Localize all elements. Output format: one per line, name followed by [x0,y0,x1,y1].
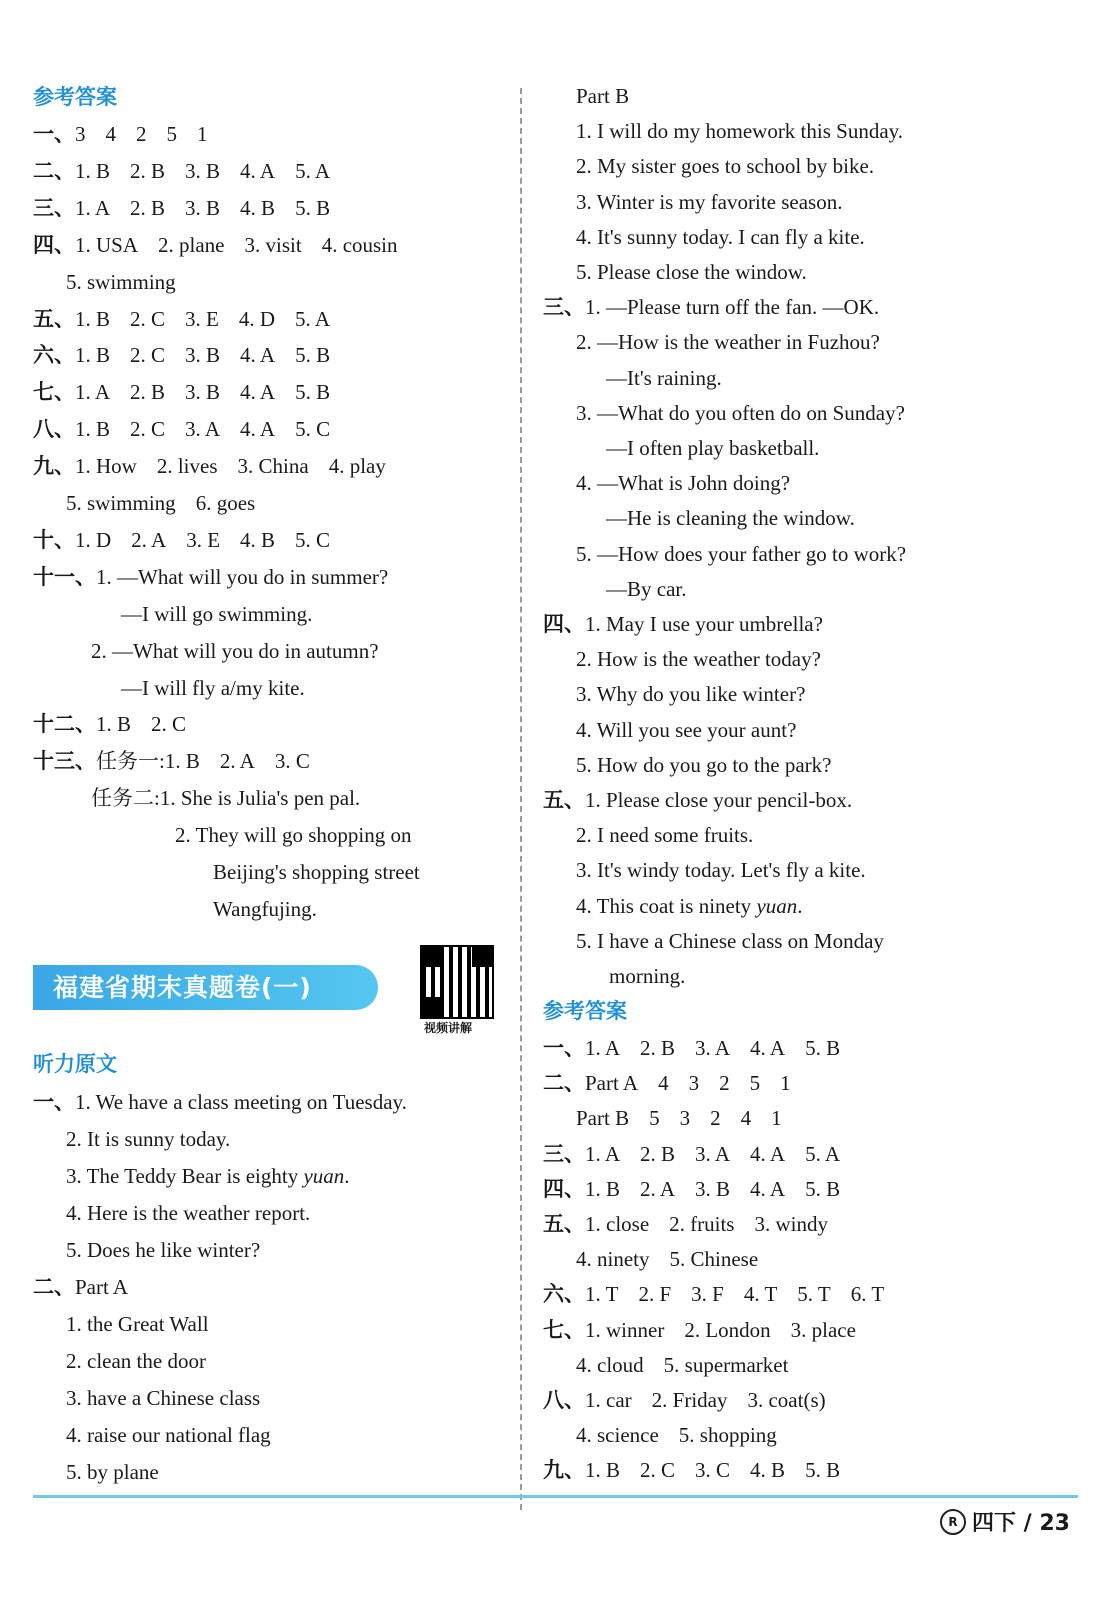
answer-item: 3. B [185,158,221,183]
section-heading: 参考答案 [543,999,627,1023]
qr-code-icon[interactable] [420,945,494,1019]
answer-item: 2. It is sunny today. [66,1127,231,1151]
answer-item: 3. C [695,1458,731,1483]
section-label: 六、 [543,1282,585,1307]
answer-line [66,1306,209,1342]
answer-item: 4. It's sunny today. I can fly a kite. [576,224,865,249]
answer-line [576,78,629,114]
answer-item: 5. T [797,1282,831,1307]
answer-item: 4. cloud [576,1352,644,1377]
answer-line [576,852,866,888]
answer-line [576,536,906,572]
answer-item: 5. shopping [678,1423,777,1448]
answer-item: 4 [740,1106,752,1131]
answer-item: 2. Friday [651,1388,728,1412]
section-label: 九、 [543,1458,585,1483]
publisher-mark-icon: R [940,1509,966,1535]
answer-item: 2. A [131,527,167,552]
section-label: 九、 [33,454,75,479]
answer-item: 2 [136,122,147,146]
answer-item: 4. A [750,1036,786,1060]
answer-item: morning. [609,964,686,988]
answer-line [576,1241,758,1277]
answer-item: 4. science [576,1423,659,1448]
answer-line [576,747,831,783]
answer-item: 2. B [130,158,166,183]
answer-item: 6. T [850,1282,885,1307]
answer-item: 4. ninety [576,1247,650,1272]
answer-item: 1. We have a class meeting on Tuesday. [75,1090,407,1114]
answer-item: 5 [649,1106,660,1131]
section-label: 三、 [543,1141,585,1166]
answer-line [576,254,807,290]
answer-item: 4. A [750,1176,786,1201]
section-label: 三、 [543,295,585,320]
answer-item: 3 [688,1071,700,1096]
answer-item: 1. B [585,1458,621,1483]
answer-item: 1. close [585,1212,650,1236]
answer-line [66,1417,271,1453]
answer-line [213,854,420,890]
answer-item: 5. C [295,527,331,552]
section-label: 六、 [33,343,75,368]
answer-line [66,1343,206,1379]
answer-item: 4. A [240,343,276,368]
answer-item: 5. Chinese [669,1247,759,1272]
answer-item: 2. B [640,1036,676,1060]
answer-line [121,596,312,632]
answer-item: 1 [197,122,208,146]
answer-item: Part B [576,84,630,108]
section-label: 二、 [33,158,75,183]
answer-line [33,411,330,447]
answer-line [66,1380,260,1416]
answer-item: 3. have a Chinese class [66,1386,261,1410]
answer-line [576,817,753,853]
answer-item: 3. China [237,454,309,479]
answer-item: 4. B [240,527,276,552]
answer-item: 1. Please close your pencil-box. [585,788,853,812]
answer-line [543,1276,884,1312]
answer-line [33,116,208,152]
answer-line [576,1417,777,1453]
answer-item: 5. —How does your father go to work? [576,541,907,566]
answer-item: 2 [710,1106,721,1131]
answer-item: 4. T [743,1282,778,1307]
section-label: 八、 [543,1388,585,1412]
answer-item: 3. windy [754,1212,828,1236]
answer-item: 5. C [295,417,331,442]
section-label: 十一、 [33,564,96,589]
answer-item: 1. B [75,417,111,442]
answer-item: 3. B [695,1176,731,1201]
column-divider [520,88,522,1510]
answer-item: 5. How do you go to the park? [576,752,832,777]
answer-item: —It's raining. [606,365,722,390]
answer-item: 5. A [805,1141,841,1166]
answer-item: 5. B [295,380,331,405]
answer-item: 3 [75,122,86,146]
section-label: 四、 [543,1176,585,1201]
answer-line [576,1100,782,1136]
answer-line [576,465,790,501]
answer-item: 4 [658,1071,669,1096]
answer-line [543,1452,840,1488]
answer-item: —He is cleaning the window. [606,506,855,531]
section-label: 四、 [33,232,75,257]
answer-item: 5. B [295,343,331,368]
section-label: 一、 [33,122,75,146]
answer-item: 2. clean the door [66,1349,206,1373]
answer-line [543,289,879,325]
answer-item: 5 [166,122,177,146]
answer-item: Wangfujing. [213,896,317,921]
answer-item: 5. Does he like winter? [66,1238,261,1262]
answer-item: 4. This coat is ninety yuan. [576,893,803,918]
answer-item: 6. goes [195,491,256,515]
answer-line [606,360,722,396]
section-label: 十三、 [33,749,96,774]
answer-item: 3. A [695,1141,731,1166]
answer-line [543,1312,856,1348]
answer-line [576,1347,788,1383]
answer-item: 2. They will go shopping on [175,823,412,848]
answer-line [576,712,796,748]
answer-item: 2. C [130,306,166,331]
answer-line [576,324,880,360]
answer-item: 1. I will do my homework this Sunday. [576,119,904,144]
answer-item: 1. car [585,1388,632,1412]
answer-line [121,670,305,706]
answer-line [66,485,255,521]
section-label: 十二、 [33,712,96,737]
answer-item: 3. The Teddy Bear is eighty yuan. [66,1164,350,1188]
answer-line [33,743,310,779]
answer-item: Part A [75,1275,129,1299]
answer-item: 4. A [240,158,276,183]
answer-item: 5. B [295,195,331,220]
answer-item: 2. —How is the weather in Fuzhou? [576,330,880,355]
answer-line [606,430,819,466]
section-label: 七、 [33,380,75,405]
answer-item: 5. B [805,1458,841,1483]
answer-item: 4. B [750,1458,786,1483]
answer-item: 2. London [684,1317,771,1342]
answer-item: 2. A [219,749,255,774]
answer-item: 5. Please close the window. [576,260,807,284]
footer-rule [33,1495,1078,1498]
answer-item: 1. the Great Wall [66,1312,209,1336]
answer-line [33,1084,407,1120]
answer-line [33,337,330,373]
answer-item: 3. —What do you often do on Sunday? [576,400,905,425]
section-label: 一、 [33,1090,75,1114]
answer-line [543,1136,840,1172]
answer-item: 3. Why do you like winter? [576,682,806,707]
answer-line [66,264,176,300]
section-label: 二、 [543,1071,585,1096]
answer-line [609,958,685,994]
answer-item: 3. Winter is my favorite season. [576,189,843,214]
answer-item: 4 [105,122,116,146]
qr-caption: 视频讲解 [424,1021,473,1035]
answer-line [91,633,379,669]
answer-item: 2. C [151,712,187,737]
answer-item: 4. cousin [321,232,398,257]
answer-item: 3. E [185,306,219,331]
answer-line [66,1195,310,1231]
answer-item: 1. winner [585,1317,665,1342]
answer-line [606,500,855,536]
answer-item: 2. A [640,1176,676,1201]
answer-item: 2. B [130,195,166,220]
answer-item: 2. plane [158,232,225,257]
answer-item: 4. A [240,380,276,405]
answer-item: 1 [780,1071,791,1096]
answer-line [576,923,884,959]
answer-item: 1. A [585,1141,621,1166]
answer-item: 2. C [640,1458,676,1483]
answer-item: —By car. [606,576,687,601]
answer-line [33,1269,128,1305]
answer-item: 2. F [638,1282,672,1307]
answer-line [576,219,865,255]
section-label: 五、 [543,1212,585,1236]
answer-item: 2. C [130,417,166,442]
answer-item: 5. B [805,1176,841,1201]
answer-line [213,891,317,927]
answer-item: 4. play [328,454,386,479]
answer-item: 5. swimming [66,491,176,515]
answer-line [66,1158,350,1194]
answer-line [33,301,330,337]
answer-item: 1. B [75,158,111,183]
answer-line [543,1382,826,1418]
answer-item: 任务二:1. She is Julia's pen pal. [91,786,361,811]
answer-item: 2. C [130,343,166,368]
answer-item: 2. B [130,380,166,405]
answer-line [543,1065,791,1101]
answer-item: 2. lives [156,454,218,479]
answer-item: 1. A [585,1036,621,1060]
answer-item: 1. A [75,195,111,220]
answer-item: 3. visit [244,232,302,257]
section-heading: 听力原文 [33,1052,117,1076]
answer-line [33,522,330,558]
answer-item: 5. swimming [66,269,176,294]
answer-item: 2. How is the weather today? [576,647,821,672]
answer-item: 2. fruits [669,1212,735,1236]
answer-item: 5. A [295,158,331,183]
answer-line [576,148,874,184]
page-footer [940,1506,1070,1537]
answer-item: 任务一:1. B [96,749,200,774]
answer-item: 1. How [75,454,137,479]
section-label: 四、 [543,612,585,636]
answer-line [576,641,821,677]
answer-item: 5. A [295,306,331,331]
answer-item: —I often play basketball. [606,436,820,460]
answer-item: 3. B [185,343,221,368]
answer-line [576,888,803,924]
answer-item: 1. B [75,306,111,331]
answer-line [543,606,823,642]
answer-line [33,153,330,189]
answer-item: 3. It's windy today. Let's fly a kite. [576,858,866,883]
answer-item: 3. place [790,1317,856,1342]
answer-item: 1 [771,1106,782,1131]
answer-line [33,448,386,484]
answer-item: 4. Will you see your aunt? [576,717,797,742]
answer-item: —I will fly a/my kite. [121,675,305,700]
answer-item: 2. I need some fruits. [576,823,754,848]
answer-item: 3. coat(s) [747,1388,826,1412]
answer-item: 1. A [75,380,111,405]
answer-item: 1. B [75,343,111,368]
answer-item: Part B [576,1106,630,1131]
answer-line [543,782,852,818]
answer-item: 4. raise our national flag [66,1423,271,1447]
answer-item: 1. —What will you do in summer? [96,564,389,589]
answer-line [33,374,330,410]
answer-line [33,190,330,226]
section-label: 八、 [33,417,75,442]
section-heading: 参考答案 [33,85,117,109]
answer-line [576,676,805,712]
answer-item: 4. Here is the weather report. [66,1201,311,1225]
answer-line [66,1232,260,1268]
answer-item: 1. T [585,1282,619,1307]
answer-line [543,1171,840,1207]
section-label: 二、 [33,1275,75,1299]
answer-item: 4. B [240,195,276,220]
answer-item: 5. B [805,1036,841,1060]
answer-item: 1. —Please turn off the fan. —OK. [585,295,880,320]
answer-item: 3. B [185,195,221,220]
answer-line [576,113,903,149]
exam-banner: 福建省期末真题卷(一) [33,965,378,1010]
answer-line [543,1030,840,1066]
answer-item: 2. B [640,1141,676,1166]
answer-item: 2 [719,1071,730,1096]
section-label: 三、 [33,195,75,220]
answer-line [33,706,186,742]
answer-line [543,1206,828,1242]
answer-line [91,780,360,816]
answer-item: 1. USA [75,232,139,257]
answer-item: 3. B [185,380,221,405]
answer-line [576,184,842,220]
answer-item: 3. E [186,527,221,552]
answer-item: 5. by plane [66,1460,159,1484]
answer-item: 2. —What will you do in autumn? [91,638,379,663]
answer-item: Part A [585,1071,639,1096]
section-label: 五、 [33,306,75,331]
answer-line [66,1454,159,1490]
answer-item: 3. A [185,417,221,442]
answer-item: 1. D [75,527,112,552]
answer-line [175,817,411,853]
answer-item: 3. A [695,1036,731,1060]
answer-item: 1. B [96,712,132,737]
section-label: 七、 [543,1317,585,1342]
answer-line [606,571,686,607]
answer-item: 4. —What is John doing? [576,471,791,496]
answer-item: Beijing's shopping street [213,860,420,884]
section-label: 十、 [33,527,75,552]
answer-item: 2. My sister goes to school by bike. [576,154,875,179]
section-label: 一、 [543,1036,585,1060]
page-number: 四下 / 23 [972,1511,1070,1536]
answer-item: 1. B [585,1176,621,1201]
answer-item: 5 [749,1071,761,1096]
answer-item: 4. A [240,417,276,442]
answer-item: 1. May I use your umbrella? [585,612,823,636]
answer-item: 4. D [238,306,276,331]
answer-item: —I will go swimming. [121,601,313,626]
answer-item: 3. F [691,1282,724,1307]
answer-line [66,1121,230,1157]
answer-item: 5. supermarket [663,1352,789,1377]
answer-line [576,395,905,431]
answer-item: 5. I have a Chinese class on Monday [576,928,884,953]
answer-item: 3. C [274,749,310,774]
answer-item: 4. A [750,1141,786,1166]
answer-item: 3 [679,1106,691,1131]
answer-line [33,559,388,595]
answer-line [33,227,398,263]
section-label: 五、 [543,788,585,812]
